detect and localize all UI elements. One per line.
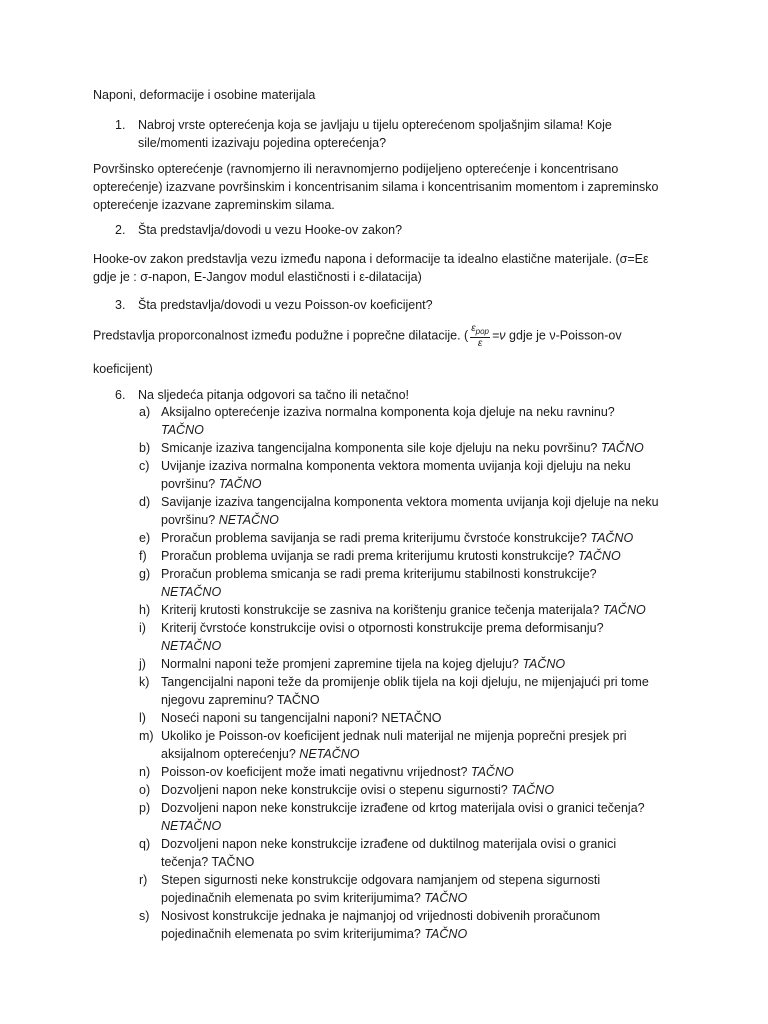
tf-item-text <box>161 799 659 835</box>
tf-item-answer: TAČNO <box>577 549 621 563</box>
tf-item-answer: TAČNO <box>161 423 204 437</box>
answer-3-continuation: koeficijent) <box>93 362 153 376</box>
tf-item-text <box>161 547 659 565</box>
tf-item <box>139 835 659 871</box>
tf-item-answer: TAČNO <box>211 855 255 869</box>
tf-item-letter: c) <box>139 459 150 473</box>
tf-item <box>139 727 659 763</box>
tf-item-question: Aksijalno opterećenje izaziva normalna komponenta koja djeluje na neku ravninu? <box>161 405 615 419</box>
tf-item-letter: a) <box>139 405 151 419</box>
tf-item <box>139 871 659 907</box>
tf-item-question: Uvijanje izaziva normalna komponenta vektora momenta uvijanja koji djeluju na neku površinu? <box>161 459 631 491</box>
tf-item-answer: TAČNO <box>522 657 566 671</box>
tf-item-text <box>161 565 659 601</box>
tf-item-question: Noseći naponi su tangencijalni naponi? <box>161 711 378 725</box>
tf-item-text <box>161 763 659 781</box>
tf-item-letter: o) <box>139 783 151 797</box>
tf-item-letter: e) <box>139 531 151 545</box>
tf-item-letter: r) <box>139 873 148 887</box>
answer-1: Površinsko opterećenje (ravnomjerno ili neravnomjerno podijeljeno opterećenje i koncentrisano opterećenje) izazvane površinskim i koncentrisanim silama i koncentrisanim momentom i zapreminsko opterećenje izazvane zapreminskim silama. <box>93 162 659 212</box>
tf-item-text <box>161 709 659 727</box>
tf-item-question: Kriterij čvrstoće konstrukcije ovisi o otpornosti konstrukcije prema deformisanju? <box>161 621 604 635</box>
tf-item-text <box>161 529 659 547</box>
tf-item-text <box>161 439 659 457</box>
tf-item <box>139 619 659 655</box>
question-number: 1. <box>115 118 126 132</box>
tf-item-text <box>161 781 659 799</box>
tf-item-question: Proračun problema savijanja se radi prema kriterijumu čvrstoće konstrukcije? <box>161 531 587 545</box>
tf-item <box>139 529 659 547</box>
tf-item-answer: NETAČNO <box>161 819 222 833</box>
tf-item-answer: TAČNO <box>602 603 646 617</box>
tf-item-question: Proračun problema smicanja se radi prema kriterijumu stabilnosti konstrukcije? <box>161 567 597 581</box>
question-number: 3. <box>115 298 126 312</box>
tf-item <box>139 439 659 457</box>
tf-item-answer: NETAČNO <box>161 639 222 653</box>
tf-item <box>139 673 659 709</box>
tf-item-question: Tangencijalni naponi teže da promijenje oblik tijela na koji djeluju, ne mijenjajući pri tome njegovu zapreminu? <box>161 675 649 707</box>
tf-item <box>139 799 659 835</box>
tf-item-answer: TAČNO <box>218 477 262 491</box>
tf-item-question: Kriterij krutosti konstrukcije se zasniva na korištenju granice tečenja materijala? <box>161 603 600 617</box>
tf-item-answer: TAČNO <box>600 441 644 455</box>
document-title: Naponi, deformacije i osobine materijala <box>93 88 316 102</box>
answer-3-text: Predstavlja proporconalnost između podužne i poprečne dilatacije. ( <box>93 328 469 343</box>
tf-item-text <box>161 673 659 709</box>
tf-item-text <box>161 457 659 493</box>
tf-item-letter: p) <box>139 801 151 815</box>
tf-item-question: Normalni naponi teže promjeni zapremine tijela na kojeg djeluju? <box>161 657 519 671</box>
question-2 <box>115 221 660 239</box>
tf-item-letter: b) <box>139 441 151 455</box>
tf-item-answer: NETAČNO <box>299 747 360 761</box>
question-text: Šta predstavlja/dovodi u vezu Hooke-ov zakon? <box>138 223 403 237</box>
question-6 <box>115 386 660 404</box>
formula-epsilon: ε <box>471 323 476 334</box>
tf-item-letter: g) <box>139 567 151 581</box>
tf-item-question: Smicanje izaziva tangencijalna komponenta sile koje djeluju na neku površinu? <box>161 441 598 455</box>
tf-item-question: Dozvoljeni napon neke konstrukcije izrađene od krtog materijala ovisi o granici tečenja? <box>161 801 645 815</box>
tf-item-text <box>161 619 659 655</box>
tf-item-question: Proračun problema uvijanja se radi prema kriterijumu krutosti konstrukcije? <box>161 549 575 563</box>
answer-3-tail-text: gdje je ν-Poisson-ov <box>505 328 622 343</box>
tf-item-text <box>161 907 659 943</box>
answer-2: Hooke-ov zakon predstavlja vezu između napona i deformacije ta idealno elastične materijale. (σ=Eε gdje je : σ-napon, E-Jangov modul elastičnosti i ε-dilatacija) <box>93 252 649 284</box>
tf-item <box>139 763 659 781</box>
tf-item-letter: q) <box>139 837 151 851</box>
tf-item-letter: j) <box>139 657 146 671</box>
tf-item-question: Stepen sigurnosti neke konstrukcije odgovara namjanjem od stepena sigurnosti pojedinačnih elemenata po svim kriterijumima? <box>161 873 601 905</box>
answer-3 <box>93 323 673 349</box>
tf-item <box>139 403 659 439</box>
formula-rhs: =ν <box>492 328 506 343</box>
tf-item <box>139 709 659 727</box>
tf-item-answer: NETAČNO <box>381 711 442 725</box>
tf-item-question: Ukoliko je Poisson-ov koeficijent jednak nuli materijal ne mijenja poprečni presjek pri aksijalnom opterećenju? <box>161 729 627 761</box>
tf-item-answer: NETAČNO <box>161 585 222 599</box>
tf-item-answer: TAČNO <box>470 765 514 779</box>
question-number: 6. <box>115 388 126 402</box>
tf-item-letter: l) <box>139 711 146 725</box>
tf-item-letter: h) <box>139 603 151 617</box>
tf-item-text <box>161 727 659 763</box>
question-3 <box>115 296 660 314</box>
question-text: Šta predstavlja/dovodi u vezu Poisson-ov koeficijent? <box>138 298 433 312</box>
tf-item-answer: TAČNO <box>590 531 634 545</box>
tf-item <box>139 493 659 529</box>
tf-item <box>139 601 659 619</box>
tf-item-letter: s) <box>139 909 150 923</box>
question-text: Na sljedeća pitanja odgovori sa tačno ili netačno! <box>138 388 410 402</box>
tf-item-letter: m) <box>139 729 154 743</box>
tf-item-letter: f) <box>139 549 147 563</box>
tf-item-question: Dozvoljeni napon neke konstrukcije ovisi o stepenu sigurnosti? <box>161 783 508 797</box>
tf-item-letter: k) <box>139 675 150 689</box>
tf-item-answer: NETAČNO <box>218 513 279 527</box>
tf-item-question: Dozvoljeni napon neke konstrukcije izrađene od duktilnog materijala ovisi o granici tečenja? <box>161 837 617 869</box>
poisson-formula <box>470 323 490 349</box>
formula-numerator <box>470 323 490 338</box>
tf-item-question: Savijanje izaziva tangencijalna komponenta vektora momenta uvijanja koji djeluje na neku površinu? <box>161 495 659 527</box>
tf-item-answer: TAČNO <box>424 891 468 905</box>
tf-item-answer: TAČNO <box>424 927 468 941</box>
tf-item-text <box>161 655 659 673</box>
tf-item-letter: i) <box>139 621 146 635</box>
tf-item-letter: d) <box>139 495 151 509</box>
tf-item-question: Poisson-ov koeficijent može imati negativnu vrijednost? <box>161 765 468 779</box>
question-text: Nabroj vrste opterećenja koja se javljaju u tijelu opterećenom spoljašnjim silama! Koje sile/momenti izazivaju pojedina opterećenja? <box>138 118 612 150</box>
tf-item-answer: TAČNO <box>276 693 320 707</box>
tf-item-answer: TAČNO <box>511 783 555 797</box>
tf-item <box>139 907 659 943</box>
tf-item-letter: n) <box>139 765 151 779</box>
question-1 <box>115 116 660 152</box>
formula-subscript: pop <box>475 327 489 336</box>
tf-item-text <box>161 835 659 871</box>
tf-item-text <box>161 403 659 439</box>
true-false-list <box>139 403 659 943</box>
tf-item-question: Nosivost konstrukcije jednaka je najmanjoj od vrijednosti dobivenih proračunom pojedinačnih elemenata po svim kriterijumima? <box>161 909 601 941</box>
question-number: 2. <box>115 223 126 237</box>
tf-item-text <box>161 871 659 907</box>
tf-item-text <box>161 601 659 619</box>
tf-item <box>139 781 659 799</box>
tf-item <box>139 565 659 601</box>
tf-item <box>139 655 659 673</box>
tf-item-text <box>161 493 659 529</box>
formula-denominator: ε <box>477 338 483 349</box>
tf-item <box>139 547 659 565</box>
tf-item <box>139 457 659 493</box>
